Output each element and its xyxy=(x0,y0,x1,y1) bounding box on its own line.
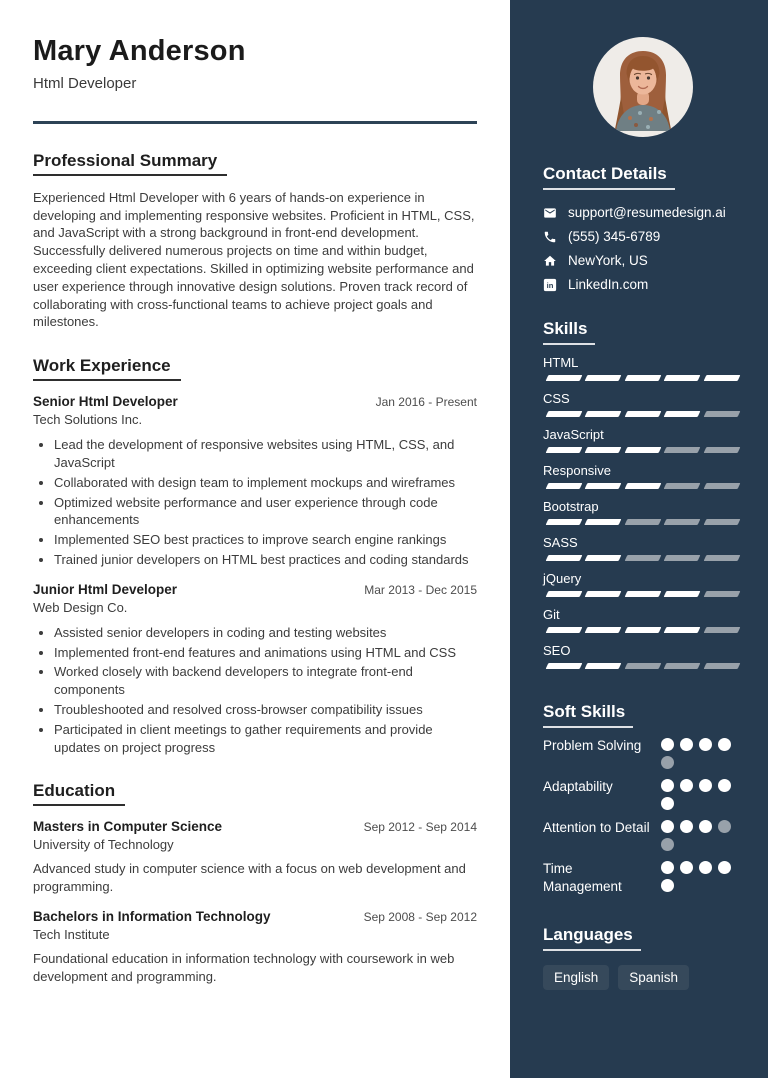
skill-bar-segment xyxy=(585,411,622,417)
skill-bar-segment xyxy=(624,411,661,417)
skill-bar-segment xyxy=(546,483,583,489)
section-education xyxy=(33,781,477,985)
skill-name: CSS xyxy=(543,391,570,406)
skill-name: jQuery xyxy=(543,571,582,586)
soft-skill-dot xyxy=(661,820,674,833)
contact-text: support@resumedesign.ai xyxy=(568,205,726,220)
soft-skill-dots xyxy=(661,819,743,851)
soft-skill-dot xyxy=(661,797,674,810)
soft-skill-dots xyxy=(661,778,743,810)
soft-skill-name: Time Management xyxy=(543,861,622,894)
job-title: Junior Html Developer xyxy=(33,581,178,597)
soft-skill-dot xyxy=(661,779,674,792)
skill-bar-segment xyxy=(703,483,740,489)
soft-skill-dot xyxy=(661,738,674,751)
skill-bar-segment xyxy=(664,411,701,417)
skill-bar-segment xyxy=(703,519,740,525)
skill-bar-segment xyxy=(546,411,583,417)
contact-item xyxy=(543,253,743,268)
languages-list xyxy=(543,965,743,990)
skill-item xyxy=(543,607,743,633)
phone-icon xyxy=(543,230,557,244)
soft-skill-dot xyxy=(680,738,693,751)
bullet-item: • Worked closely with backend developers to integrate front-end components xyxy=(54,663,477,699)
contact-heading: Contact Details xyxy=(543,164,675,190)
education-header xyxy=(33,819,477,834)
skill-bar-segment xyxy=(664,447,701,453)
skill-bar-segment xyxy=(664,591,701,597)
skill-bar xyxy=(543,447,743,453)
job-dates: Mar 2013 - Dec 2015 xyxy=(364,582,477,597)
soft-skill-item xyxy=(543,860,743,895)
section-work-experience xyxy=(33,356,477,756)
bullet-item: • Implemented front-end features and animations using HTML and CSS xyxy=(54,644,477,662)
education-dates: Sep 2012 - Sep 2014 xyxy=(363,820,477,835)
education-description: Foundational education in information technology with coursework in web development and programming. xyxy=(33,951,455,984)
skill-bar-segment xyxy=(624,663,661,669)
bullet-item: • Lead the development of responsive websites using HTML, CSS, and JavaScript xyxy=(54,436,477,472)
education-entry xyxy=(33,819,477,896)
skill-name: Responsive xyxy=(543,463,611,478)
skill-bar-segment xyxy=(703,555,740,561)
job-title: Senior Html Developer xyxy=(33,394,178,410)
soft-skill-dot xyxy=(680,779,693,792)
skills-heading: Skills xyxy=(543,319,595,345)
email-icon xyxy=(543,206,557,220)
soft-skill-item xyxy=(543,737,743,769)
contact-list xyxy=(543,205,743,292)
education-entry xyxy=(33,909,477,986)
languages-heading: Languages xyxy=(543,925,641,951)
skill-bar-segment xyxy=(546,375,583,381)
section-contact-details xyxy=(543,164,743,292)
soft-skill-item xyxy=(543,778,743,810)
skill-item xyxy=(543,463,743,489)
language-chip: Spanish xyxy=(618,965,689,990)
bullet-item: • Participated in client meetings to gather requirements and provide updates on project progress xyxy=(54,721,477,757)
skill-bar-segment xyxy=(624,519,661,525)
soft-skill-dot xyxy=(699,820,712,833)
bullet-item: • Troubleshooted and resolved cross-browser compatibility issues xyxy=(54,701,477,719)
bullet-item: • Optimized website performance and user experience through code enhancements xyxy=(54,494,477,530)
soft-skill-dot xyxy=(680,820,693,833)
skill-bar xyxy=(543,519,743,525)
skill-item xyxy=(543,643,743,669)
skill-bar-segment xyxy=(624,447,661,453)
skills-list xyxy=(543,355,743,669)
skill-bar xyxy=(543,555,743,561)
skill-bar-segment xyxy=(703,447,740,453)
education-header xyxy=(33,909,477,924)
profile-photo-illustration xyxy=(593,37,693,137)
soft-skill-dots xyxy=(661,737,743,769)
skill-bar-segment xyxy=(703,591,740,597)
soft-skill-dot xyxy=(699,861,712,874)
skill-bar-segment xyxy=(624,591,661,597)
skill-bar-segment xyxy=(664,555,701,561)
job-entry xyxy=(33,582,477,757)
skill-bar-segment xyxy=(664,663,701,669)
section-languages xyxy=(543,925,743,990)
skill-bar-segment xyxy=(546,591,583,597)
skill-bar-segment xyxy=(585,519,622,525)
contact-item xyxy=(543,229,743,244)
resume-sidebar xyxy=(510,0,768,1078)
skill-item xyxy=(543,571,743,597)
job-header xyxy=(33,394,477,409)
skill-name: SEO xyxy=(543,643,571,658)
education-container xyxy=(33,819,477,985)
degree-title: Masters in Computer Science xyxy=(33,819,223,835)
section-professional-summary xyxy=(33,151,477,331)
experience-heading: Work Experience xyxy=(33,356,181,381)
contact-text: (555) 345-6789 xyxy=(568,229,661,244)
education-heading: Education xyxy=(33,781,125,806)
skill-name: HTML xyxy=(543,355,579,370)
skill-bar-segment xyxy=(546,627,583,633)
bullet-item: • Implemented SEO best practices to improve search engine rankings xyxy=(54,531,477,549)
section-soft-skills xyxy=(543,702,743,895)
skill-bar-segment xyxy=(585,663,622,669)
job-bullets xyxy=(33,436,477,569)
soft-skill-name: Adaptability xyxy=(543,779,613,794)
summary-text: Experienced Html Developer with 6 years of hands-on experience in developing and implementing responsive websites. Proficient in HTML, CSS, and JavaScript with a strong background in front-end development. Successfully delivered numerous projects on time and within budget, exceeding client expectations. Skilled in optimizing website performance and user experience through innovative design solutions. Proven track record of collaborating with cross-functional teams to achieve project goals and milestones. xyxy=(33,189,475,330)
skill-bar-segment xyxy=(624,483,661,489)
soft-skills-list xyxy=(543,737,743,895)
soft-skill-item xyxy=(543,819,743,851)
skill-bar xyxy=(543,663,743,669)
skill-bar-segment xyxy=(703,375,740,381)
soft-skill-dot xyxy=(661,838,674,851)
job-bullets xyxy=(33,624,477,757)
skill-bar-segment xyxy=(585,591,622,597)
profile-photo xyxy=(593,37,693,137)
skill-bar xyxy=(543,375,743,381)
soft-skills-heading: Soft Skills xyxy=(543,702,633,728)
contact-text: NewYork, US xyxy=(568,253,648,268)
skill-bar-segment xyxy=(585,627,622,633)
skill-bar-segment xyxy=(664,519,701,525)
skill-bar-segment xyxy=(664,483,701,489)
soft-skill-name: Attention to Detail xyxy=(543,820,650,835)
skill-bar-segment xyxy=(546,555,583,561)
contact-item xyxy=(543,277,743,292)
skill-bar xyxy=(543,411,743,417)
company-name: Web Design Co. xyxy=(33,599,128,615)
skill-bar-segment xyxy=(703,627,740,633)
skill-item xyxy=(543,355,743,381)
job-dates: Jan 2016 - Present xyxy=(375,395,477,410)
resume-header xyxy=(33,36,477,124)
soft-skill-dot xyxy=(680,861,693,874)
skill-item xyxy=(543,391,743,417)
linkedin-icon xyxy=(543,278,557,292)
skill-name: JavaScript xyxy=(543,427,604,442)
soft-skill-dot xyxy=(718,820,731,833)
job-entry xyxy=(33,394,477,569)
contact-text: LinkedIn.com xyxy=(568,277,649,292)
jobs-container xyxy=(33,394,477,756)
soft-skill-dot xyxy=(661,879,674,892)
header-divider xyxy=(33,121,477,124)
education-dates: Sep 2008 - Sep 2012 xyxy=(363,910,477,925)
skill-bar xyxy=(543,591,743,597)
soft-skill-dot xyxy=(718,738,731,751)
skill-bar-segment xyxy=(664,627,701,633)
education-description: Advanced study in computer science with a focus on web development and programming. xyxy=(33,861,466,895)
skill-bar-segment xyxy=(585,375,622,381)
skill-bar-segment xyxy=(624,627,661,633)
skill-bar xyxy=(543,627,743,633)
skill-bar-segment xyxy=(703,663,740,669)
skill-bar-segment xyxy=(546,663,583,669)
school-name: Tech Institute xyxy=(33,927,110,943)
soft-skill-name: Problem Solving xyxy=(543,738,642,753)
skill-bar-segment xyxy=(585,483,622,489)
skill-name: Bootstrap xyxy=(543,499,599,514)
section-skills xyxy=(543,319,743,669)
school-name: University of Technology xyxy=(33,837,174,853)
skill-name: Git xyxy=(543,607,560,622)
degree-title: Bachelors in Information Technology xyxy=(33,909,271,925)
summary-heading: Professional Summary xyxy=(33,151,227,176)
language-chip: English xyxy=(543,965,609,990)
bullet-item: • Assisted senior developers in coding and testing websites xyxy=(54,624,477,642)
soft-skill-dot xyxy=(699,738,712,751)
skill-item xyxy=(543,499,743,525)
skill-bar-segment xyxy=(585,447,622,453)
soft-skill-dot xyxy=(718,861,731,874)
skill-bar-segment xyxy=(664,375,701,381)
soft-skill-dot xyxy=(718,779,731,792)
home-icon xyxy=(543,254,557,268)
job-header xyxy=(33,582,477,597)
bullet-item: • Trained junior developers on HTML best practices and coding standards xyxy=(54,551,477,569)
skill-bar-segment xyxy=(624,555,661,561)
skill-bar-segment xyxy=(624,375,661,381)
skill-bar-segment xyxy=(546,519,583,525)
soft-skill-dot xyxy=(699,779,712,792)
soft-skill-dot xyxy=(661,861,674,874)
skill-item xyxy=(543,427,743,453)
person-name: Mary Anderson xyxy=(33,35,246,67)
bullet-item: • Collaborated with design team to implement mockups and wireframes xyxy=(54,474,477,492)
skill-bar-segment xyxy=(703,411,740,417)
skill-bar-segment xyxy=(585,555,622,561)
skill-bar xyxy=(543,483,743,489)
svg-text:in: in xyxy=(546,280,554,290)
contact-item xyxy=(543,205,743,220)
soft-skill-dot xyxy=(661,756,674,769)
skill-item xyxy=(543,535,743,561)
soft-skill-dots xyxy=(661,860,743,892)
skill-bar-segment xyxy=(546,447,583,453)
person-job-title: Html Developer xyxy=(33,74,137,92)
company-name: Tech Solutions Inc. xyxy=(33,412,143,428)
skill-name: SASS xyxy=(543,535,578,550)
